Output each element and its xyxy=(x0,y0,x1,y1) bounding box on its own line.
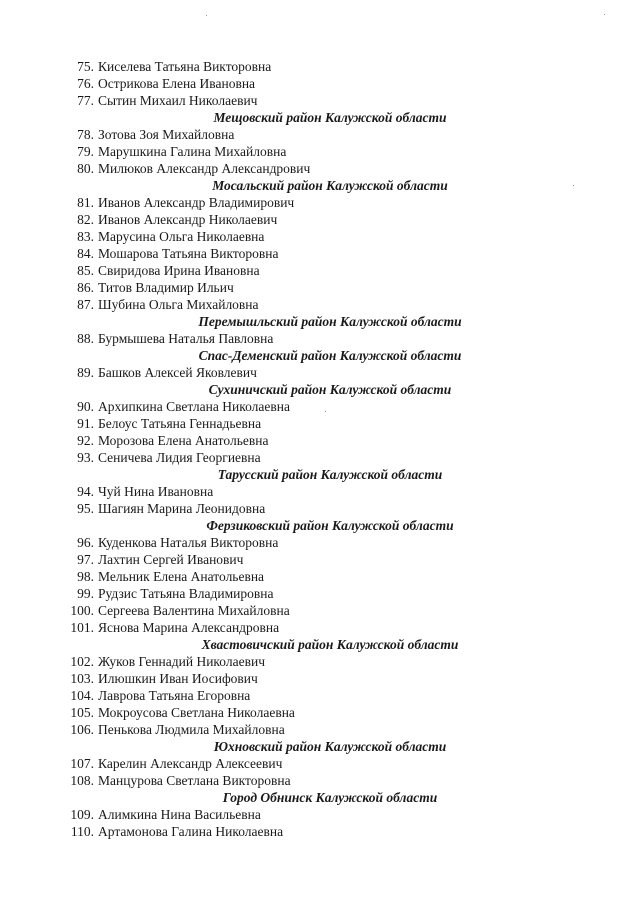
list-item xyxy=(0,279,640,296)
list-item xyxy=(0,398,640,415)
person-name: Шубина Ольга Михайловна xyxy=(98,297,259,312)
item-number: 83. xyxy=(77,229,94,244)
person-name: Архипкина Светлана Николаевна xyxy=(98,399,290,414)
district-heading: Тарусский район Калужской области xyxy=(217,467,443,482)
list-item xyxy=(0,432,640,449)
list-item xyxy=(0,653,640,670)
item-number: 78. xyxy=(77,127,94,142)
district-heading: Спас-Деменский район Калужской области xyxy=(198,348,462,363)
person-name: Свиридова Ирина Ивановна xyxy=(98,263,260,278)
item-number: 101. xyxy=(70,620,94,635)
person-name: Зотова Зоя Михайловна xyxy=(98,127,235,142)
district-heading: Юхновский район Калужской области xyxy=(213,739,447,754)
list-item xyxy=(0,823,640,840)
item-number: 81. xyxy=(77,195,94,210)
person-name: Чуй Нина Ивановна xyxy=(98,484,214,499)
item-number: 92. xyxy=(77,433,94,448)
person-name: Бурмышева Наталья Павловна xyxy=(98,331,274,346)
list-item xyxy=(0,670,640,687)
person-name: Острикова Елена Ивановна xyxy=(98,76,256,91)
district-heading: Перемышльский район Калужской области xyxy=(198,314,462,329)
list-item xyxy=(0,704,640,721)
person-name: Шагиян Марина Леонидовна xyxy=(98,501,266,516)
item-number: 108. xyxy=(70,773,94,788)
person-name: Титов Владимир Ильич xyxy=(98,280,234,295)
list-item xyxy=(0,330,640,347)
list-item xyxy=(0,143,640,160)
person-name: Иванов Александр Владимирович xyxy=(98,195,295,210)
person-name: Милюков Александр Александрович xyxy=(98,161,311,176)
item-number: 97. xyxy=(77,552,94,567)
list-item xyxy=(0,211,640,228)
list-item xyxy=(0,58,640,75)
item-number: 98. xyxy=(77,569,94,584)
list-item xyxy=(0,568,640,585)
item-number: 86. xyxy=(77,280,94,295)
scan-speck xyxy=(604,14,605,15)
person-name: Алимкина Нина Васильевна xyxy=(98,807,261,822)
document-page xyxy=(0,58,640,840)
district-heading: Сухиничский район Калужской области xyxy=(208,382,452,397)
item-number: 102. xyxy=(70,654,94,669)
district-heading: Мосальский район Калужской области xyxy=(212,178,448,193)
item-number: 88. xyxy=(77,331,94,346)
list-item xyxy=(0,602,640,619)
item-number: 104. xyxy=(70,688,94,703)
list-item xyxy=(0,500,640,517)
person-name: Марушкина Галина Михайловна xyxy=(98,144,287,159)
person-name: Рудзис Татьяна Владимировна xyxy=(98,586,274,601)
list-item xyxy=(0,415,640,432)
list-item xyxy=(0,483,640,500)
list-item xyxy=(0,296,640,313)
list-item xyxy=(0,755,640,772)
person-name: Артамонова Галина Николаевна xyxy=(98,824,284,839)
person-name: Куденкова Наталья Викторовна xyxy=(98,535,279,550)
person-name: Морозова Елена Анатольевна xyxy=(98,433,269,448)
person-name: Мокроусова Светлана Николаевна xyxy=(98,705,295,720)
item-number: 95. xyxy=(77,501,94,516)
item-number: 100. xyxy=(70,603,94,618)
list-item xyxy=(0,262,640,279)
district-heading: Ферзиковский район Калужской области xyxy=(206,518,454,533)
person-name: Лаврова Татьяна Егоровна xyxy=(98,688,251,703)
item-number: 84. xyxy=(77,246,94,261)
person-name: Мельник Елена Анатольевна xyxy=(98,569,265,584)
person-name: Сергеева Валентина Михайловна xyxy=(98,603,290,618)
person-name: Башков Алексей Яковлевич xyxy=(98,365,257,380)
item-number: 79. xyxy=(77,144,94,159)
item-number: 82. xyxy=(77,212,94,227)
item-number: 90. xyxy=(77,399,94,414)
item-number: 94. xyxy=(77,484,94,499)
list-item xyxy=(0,228,640,245)
list-item xyxy=(0,245,640,262)
item-number: 96. xyxy=(77,535,94,550)
person-name: Яснова Марина Александровна xyxy=(98,620,280,635)
person-name: Сытин Михаил Николаевич xyxy=(98,93,258,108)
item-number: 87. xyxy=(77,297,94,312)
item-number: 91. xyxy=(77,416,94,431)
item-number: 77. xyxy=(77,93,94,108)
person-name: Карелин Александр Алексеевич xyxy=(98,756,283,771)
item-number: 105. xyxy=(70,705,94,720)
person-name: Киселева Татьяна Викторовна xyxy=(98,59,272,74)
list-item xyxy=(0,772,640,789)
list-item xyxy=(0,449,640,466)
item-number: 109. xyxy=(70,807,94,822)
item-number: 85. xyxy=(77,263,94,278)
list-item xyxy=(0,194,640,211)
scan-speck xyxy=(206,15,207,16)
person-name: Лахтин Сергей Иванович xyxy=(98,552,244,567)
person-name: Илюшкин Иван Иосифович xyxy=(98,671,258,686)
list-item xyxy=(0,534,640,551)
list-item xyxy=(0,126,640,143)
list-item xyxy=(0,92,640,109)
item-number: 76. xyxy=(77,76,94,91)
list-item xyxy=(0,75,640,92)
person-name: Пенькова Людмила Михайловна xyxy=(98,722,285,737)
person-name: Белоус Татьяна Геннадьевна xyxy=(98,416,262,431)
list-item xyxy=(0,806,640,823)
item-number: 103. xyxy=(70,671,94,686)
item-number: 93. xyxy=(77,450,94,465)
list-item xyxy=(0,721,640,738)
item-number: 80. xyxy=(77,161,94,176)
item-number: 89. xyxy=(77,365,94,380)
list-item xyxy=(0,619,640,636)
person-name: Иванов Александр Николаевич xyxy=(98,212,278,227)
person-name: Марусина Ольга Николаевна xyxy=(98,229,265,244)
person-name: Мошарова Татьяна Викторовна xyxy=(98,246,279,261)
list-item xyxy=(0,160,640,177)
item-number: 110. xyxy=(70,824,94,839)
district-heading: Хвастовичский район Калужской области xyxy=(201,637,459,652)
list-item xyxy=(0,364,640,381)
person-name: Жуков Геннадий Николаевич xyxy=(98,654,265,669)
list-item xyxy=(0,585,640,602)
item-number: 75. xyxy=(77,59,94,74)
person-name: Сеничева Лидия Георгиевна xyxy=(98,450,261,465)
person-name: Манцурова Светлана Викторовна xyxy=(98,773,291,788)
district-heading: Мещовский район Калужской области xyxy=(213,110,447,125)
item-number: 99. xyxy=(77,586,94,601)
item-number: 106. xyxy=(70,722,94,737)
item-number: 107. xyxy=(70,756,94,771)
district-heading: Город Обнинск Калужской области xyxy=(222,790,438,805)
list-item xyxy=(0,687,640,704)
list-item xyxy=(0,551,640,568)
